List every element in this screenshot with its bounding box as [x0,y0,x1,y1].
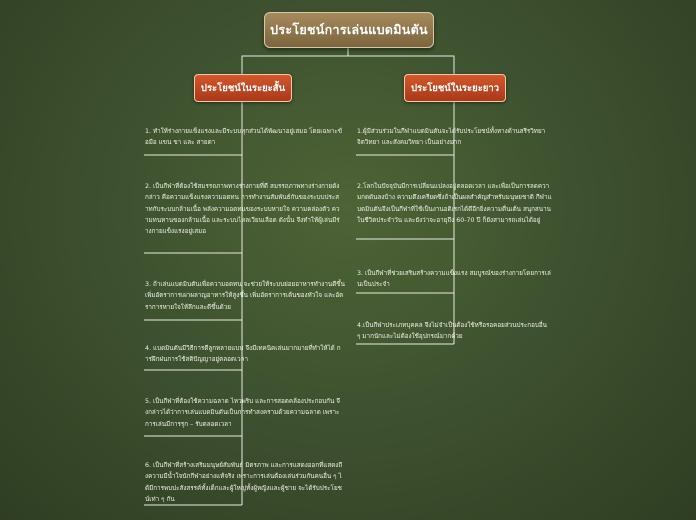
short-term-item-5[interactable]: 5. เป็นกีฬาที่ต้องใช้ความฉลาด ไหวพริบ และการสอดคล้องประกอบกัน จึงกล่าวได้ว่าการเล่นแบดมินตันเป็นการทำสงครามด้วยความฉลาด เพราะการเล่นมีการรุก – รับตลอดเวลา [145,398,340,428]
short-term-item-2[interactable]: 2. เป็นกีฬาที่ต้องใช้สมรรถภาพทางร่างกายที่ดี สมรรถภาพทางร่างกายดังกล่าว คือความแข็งแรงความอดทน การทำงานสัมพันธ์กันของระบบประสาทกับระบบกล้ามเนื้อ พลังความอดทนของระบบหายใจ ความคล่องตัว ความทนทานของกล้ามเนื้อ และระบบไหลเวียนเลือด ดังนั้น จึงทำให้ผู้เล่นมีร่างกายแข็งแรงอยู่เสมอ [145,183,340,236]
central-topic[interactable]: ประโยชน์การเล่นแบดมินตัน [264,12,434,48]
branch-short-term[interactable]: ประโยชน์ในระยะสั้น [194,74,292,102]
short-term-item-6[interactable]: 6. เป็นกีฬาที่สร้างเสริมมนุษย์สัมพันธ์ มิตรภาพ และการแสดงออกที่แสดงถึงความมีน้ำใจนักกีฬาอย่างแท้จริง เพราะการเล่นต้องเล่นร่วมกันคนอื่น ๆ ได้มีการพบปะสังสรรค์ทั้งเด็กและผู้ใหญ่ทั้งผู้หญิงและผู้ชาย จะได้รับประโยชน์เท่า ๆ กัน [145,462,343,503]
short-term-item-1[interactable]: 1. ทำให้ร่างกายแข็งแรงและมีระบบทุกส่วนได้พัฒนาอยู่เสมอ โดยเฉพาะข้อมือ แขน ขา และ สายตา [145,128,343,147]
branch-long-term[interactable]: ประโยชน์ในระยะยาว [404,74,506,102]
short-term-item-4[interactable]: 4. แบดมินตันมีวิธีการตีลูกหลายแบบ จึงมีเทคนิคเล่นมากมายที่ทำให้ได้ การฝึกฝนการใช้สติปัญญาอยู่ตลอดเวลา [145,345,341,364]
short-term-item-3[interactable]: 3. ถ้าเล่นแบดมินตันเพื่อความอดทน จะช่วยให้ระบบย่อยอาหารทำงานดีขึ้น เพิ่มอัตราการเผาผลาญอาหารให้สูงขึ้น เพิ่มอัตราการเต้นของหัวใจ และอัตราการหายใจให้ลึกและดีขึ้นด้วย [145,281,345,311]
long-term-item-3[interactable]: 3. เป็นกีฬาที่ช่วยเสริมสร้างความแข็งแรง สมบูรณ์ของร่างกายโดยการเล่นเป็นประจำ [357,270,551,289]
long-term-item-2[interactable]: 2.โลกในปัจจุบันมีการเปลี่ยนแปลงอยู่ตลอดเวลา และเพื่อเป็นการลดความกดดันลงบ้าง ความตึงเครียดซึ่งถ้าเป็นผลสำคัญสำหรับมนุษยชาติ กีฬาแบดมินตันจึงเป็นกีฬาที่ใช้เป็นงานอดิเรกได้ดีอีกยิ่งความตื่นเต้น สนุกสนานในชีวิตประจำวัน และยังว่าจะอายุถึง 60-70 ปี ก็ยังสามารถเล่นได้อยู่ [357,183,552,224]
long-term-item-4[interactable]: 4.เป็นกีฬาประเภทบุคคล จึงไม่จำเป็นต้องใช้หรือรอคอยส่วนประกอบอื่น ๆ มากนักและไม่ต้องใช้อุปกรณ์มากด้วย [357,322,547,341]
long-term-item-1[interactable]: 1.ผู้มีส่วนร่วมในกีฬาแบดมินตันจะได้รับประโยชน์ทั้งทางด้านสรีรวิทยา จิตวิทยา และสังคมวิทยา เป็นอย่างมาก [357,128,546,147]
root-to-short-line [242,46,348,74]
root-to-long-line [348,56,454,74]
